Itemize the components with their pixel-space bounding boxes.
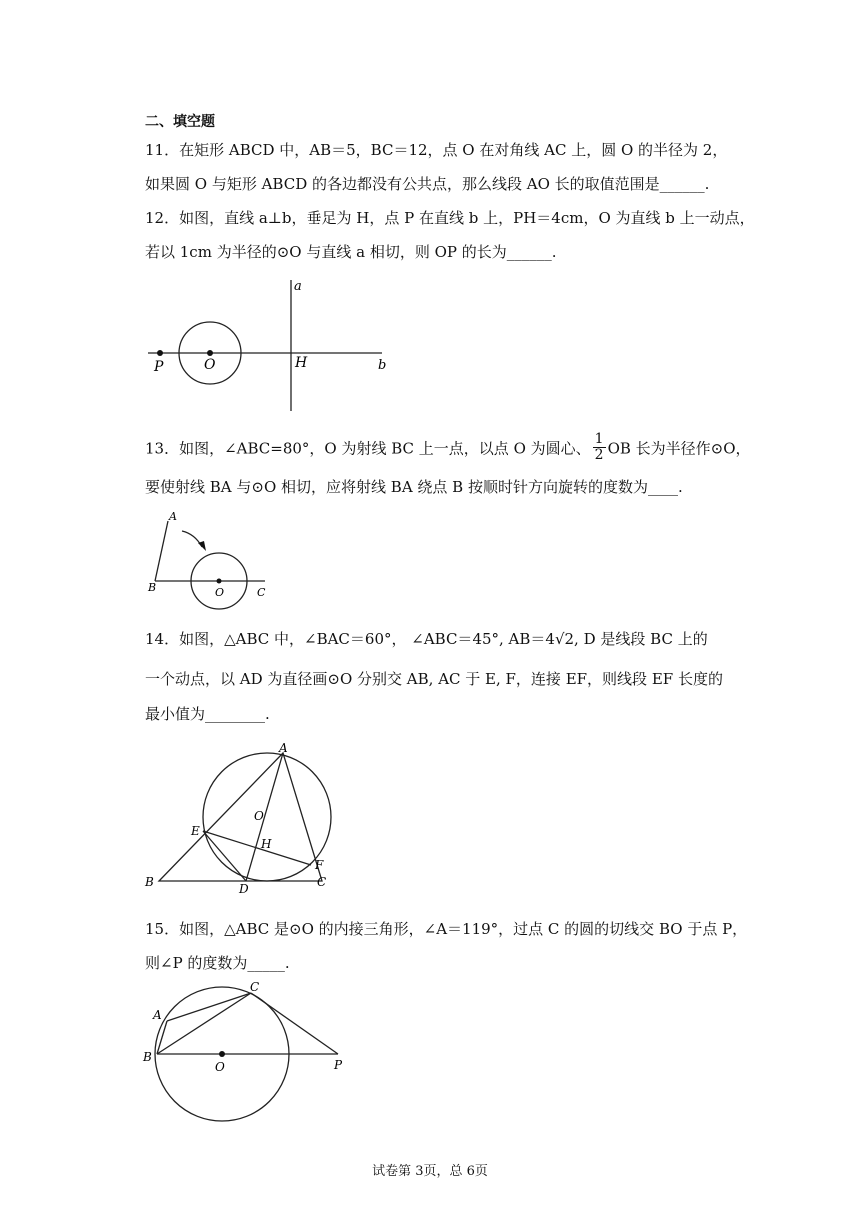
label-f: F bbox=[315, 858, 324, 872]
tangent-cp bbox=[251, 993, 338, 1054]
point-o bbox=[219, 1051, 225, 1057]
q13-line-1-end: OB 长为半径作⊙O， bbox=[607, 439, 751, 458]
q12-figure bbox=[140, 275, 400, 420]
q13-line-1 bbox=[145, 431, 751, 465]
fraction-denominator: 2 bbox=[594, 447, 604, 463]
fraction-numerator: 1 bbox=[594, 431, 604, 447]
segment-bc bbox=[157, 993, 251, 1054]
label-p: P bbox=[334, 1058, 343, 1072]
point-p bbox=[157, 350, 163, 356]
q12-line-2: 若以 1cm 为半径的⊙O 与直线 a 相切，则 OP 的长为______. bbox=[145, 243, 557, 261]
label-d: D bbox=[239, 882, 249, 895]
label-b: B bbox=[145, 875, 154, 889]
label-a: A bbox=[153, 1008, 162, 1022]
label-o: O bbox=[254, 809, 264, 823]
q14-line-3: 最小值为________. bbox=[145, 705, 270, 723]
label-o: O bbox=[215, 586, 225, 599]
ray-ba bbox=[155, 521, 168, 581]
label-b: B bbox=[148, 581, 157, 594]
label-a: A bbox=[279, 741, 288, 755]
label-a: a bbox=[294, 279, 302, 294]
label-b: B bbox=[143, 1050, 152, 1064]
label-c: C bbox=[250, 980, 260, 994]
segment-ac bbox=[167, 993, 251, 1021]
label-h: H bbox=[295, 355, 308, 371]
segment-ed bbox=[203, 831, 246, 881]
label-o: O bbox=[204, 357, 216, 373]
q14-line-1: 14．如图，△ABC 中，∠BAC＝60°， ∠ABC＝45°, AB＝4√2, D 是线段 BC 上的 bbox=[145, 630, 708, 648]
q14-figure bbox=[140, 735, 360, 895]
label-c: C bbox=[317, 875, 327, 889]
label-c: C bbox=[257, 586, 266, 599]
fraction bbox=[593, 432, 606, 463]
label-b: b bbox=[378, 358, 387, 373]
label-h: H bbox=[261, 837, 272, 851]
page-footer: 试卷第 3页，总 6页 bbox=[372, 1164, 488, 1179]
q15-line-1: 15．如图，△ABC 是⊙O 的内接三角形，∠A＝119°，过点 C 的圆的切线交 BO 于点 P， bbox=[145, 920, 748, 938]
q13-figure bbox=[140, 505, 280, 610]
q15-figure bbox=[140, 975, 360, 1135]
q12-line-1: 12．如图，直线 a⊥b，垂足为 H，点 P 在直线 b 上，PH＝4cm，O 为直线 b 上一动点， bbox=[145, 209, 755, 227]
q11-line-2: 如果圆 O 与矩形 ABCD 的各边都没有公共点，那么线段 AO 长的取值范围是______. bbox=[145, 175, 710, 193]
triangle-abc bbox=[159, 753, 322, 881]
q11-line-1: 11．在矩形 ABCD 中，AB＝5，BC＝12，点 O 在对角线 AC 上，圆 O 的半径为 2， bbox=[145, 141, 728, 159]
label-p: P bbox=[154, 359, 164, 375]
q13-line-2: 要使射线 BA 与⊙O 相切，应将射线 BA 绕点 B 按顺时针方向旋转的度数为____. bbox=[145, 478, 683, 496]
point-o bbox=[207, 350, 213, 356]
q14-line-2: 一个动点，以 AD 为直径画⊙O 分别交 AB, AC 于 E, F，连接 EF，则线段 EF 长度的 bbox=[145, 670, 723, 688]
point-o bbox=[217, 579, 222, 584]
label-a: A bbox=[169, 510, 177, 523]
label-e: E bbox=[191, 824, 200, 838]
section-title: 二、填空题 bbox=[145, 114, 215, 130]
q13-line-1-start: 13．如图，∠ABC=80°，O 为射线 BC 上一点，以点 O 为圆心、 bbox=[145, 439, 591, 458]
q15-line-2: 则∠P 的度数为_____. bbox=[145, 954, 290, 972]
circle-o bbox=[203, 753, 331, 881]
rotation-arrow bbox=[182, 531, 202, 547]
label-o: O bbox=[215, 1060, 225, 1074]
